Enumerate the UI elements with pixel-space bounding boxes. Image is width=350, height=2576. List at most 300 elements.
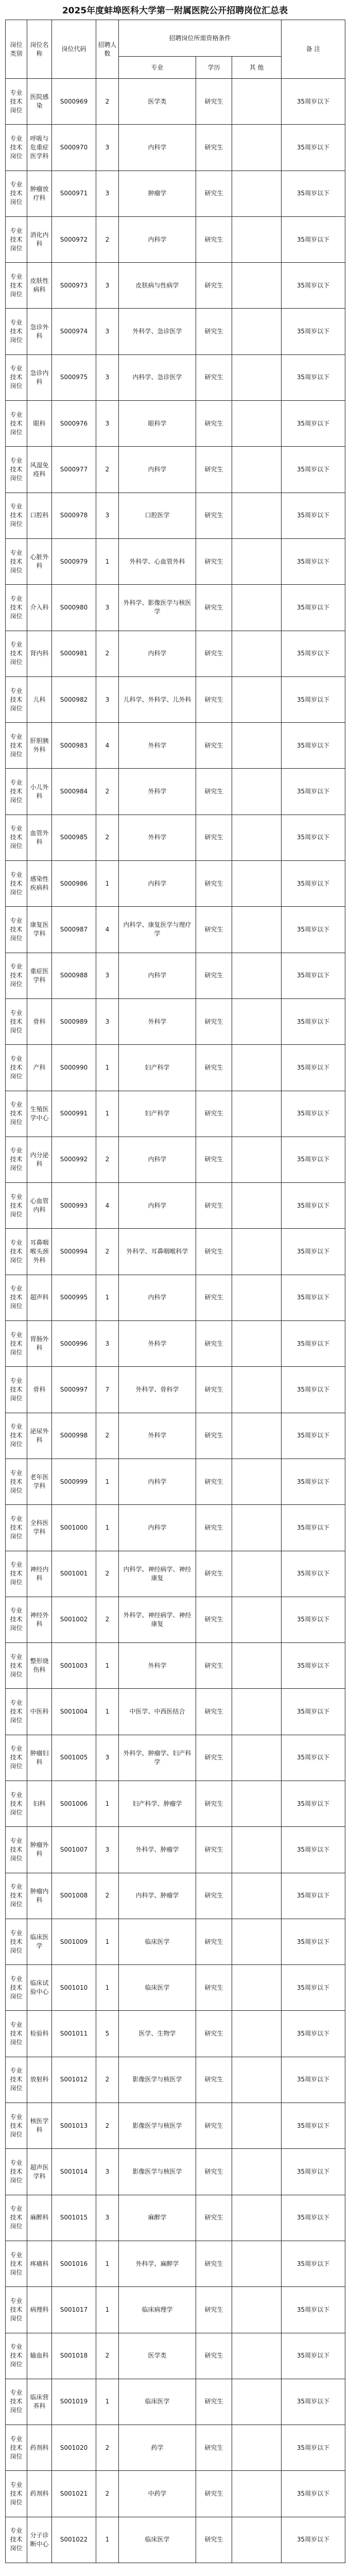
cell-count: 2 xyxy=(96,1137,119,1182)
cell-post: 病理科 xyxy=(27,2287,52,2333)
cell-category: 专业技术岗位 xyxy=(6,1183,27,1229)
cell-count: 1 xyxy=(96,2241,119,2286)
cell-category: 专业技术岗位 xyxy=(6,998,27,1044)
cell-major: 儿科学、外科学、儿外科 xyxy=(119,676,196,722)
cell-post: 临床医学 xyxy=(27,1919,52,1964)
cell-remark: 35周岁以下 xyxy=(282,171,345,216)
table-row xyxy=(6,354,345,400)
cell-remark: 35周岁以下 xyxy=(282,401,345,447)
cell-count: 1 xyxy=(96,1781,119,1826)
cell-other xyxy=(232,2057,282,2103)
cell-count: 2 xyxy=(96,1597,119,1642)
cell-post: 分子诊断中心 xyxy=(27,2517,52,2563)
cell-count: 3 xyxy=(96,171,119,216)
cell-category: 专业技术岗位 xyxy=(6,1643,27,1689)
table-row xyxy=(6,1321,345,1367)
table-row xyxy=(6,263,345,309)
cell-code: S000981 xyxy=(52,631,96,676)
cell-other xyxy=(232,1091,282,1137)
cell-code: S001012 xyxy=(52,2057,96,2103)
cell-post: 超声科 xyxy=(27,1275,52,1320)
cell-other xyxy=(232,1873,282,1919)
cell-code: S001005 xyxy=(52,1735,96,1781)
cell-code: S000996 xyxy=(52,1321,96,1367)
table-row xyxy=(6,2379,345,2425)
table-row xyxy=(6,2425,345,2471)
cell-code: S001016 xyxy=(52,2241,96,2286)
cell-code: S000973 xyxy=(52,263,96,309)
cell-category: 专业技术岗位 xyxy=(6,309,27,354)
cell-code: S000980 xyxy=(52,585,96,631)
cell-post: 康复医学科 xyxy=(27,907,52,953)
cell-post: 药剂科 xyxy=(27,2425,52,2471)
cell-degree: 研究生 xyxy=(196,2471,232,2517)
cell-post: 感染性疾病科 xyxy=(27,861,52,907)
cell-other xyxy=(232,815,282,860)
table-row xyxy=(6,1735,345,1781)
cell-major: 内科学 xyxy=(119,1505,196,1551)
cell-major: 外科学 xyxy=(119,1321,196,1367)
table-row xyxy=(6,2103,345,2149)
table-row xyxy=(6,309,345,354)
cell-count: 3 xyxy=(96,2195,119,2241)
cell-major: 中医学、中西医结合 xyxy=(119,1689,196,1735)
cell-category: 专业技术岗位 xyxy=(6,401,27,447)
cell-degree: 研究生 xyxy=(196,769,232,815)
cell-degree: 研究生 xyxy=(196,631,232,676)
header-major: 专业 xyxy=(119,57,196,79)
cell-count: 3 xyxy=(96,401,119,447)
table-row xyxy=(6,401,345,447)
cell-code: S001017 xyxy=(52,2287,96,2333)
cell-post: 麻醉科 xyxy=(27,2195,52,2241)
cell-code: S000979 xyxy=(52,538,96,584)
cell-major: 临床医学 xyxy=(119,2379,196,2425)
cell-remark: 35周岁以下 xyxy=(282,2241,345,2286)
cell-post: 肝胆胰外科 xyxy=(27,723,52,769)
cell-count: 1 xyxy=(96,538,119,584)
cell-other xyxy=(232,1597,282,1642)
cell-post: 消化内科 xyxy=(27,216,52,262)
header-degree: 学历 xyxy=(196,57,232,79)
table-row xyxy=(6,1413,345,1459)
table-row xyxy=(6,953,345,998)
cell-major: 临床医学 xyxy=(119,1965,196,2011)
cell-post: 口腔科 xyxy=(27,493,52,538)
header-post: 岗位名称 xyxy=(27,20,52,79)
cell-degree: 研究生 xyxy=(196,1965,232,2011)
cell-count: 4 xyxy=(96,1183,119,1229)
cell-major: 外科学、耳鼻咽喉科学 xyxy=(119,1229,196,1275)
cell-count: 1 xyxy=(96,2287,119,2333)
cell-count: 3 xyxy=(96,1735,119,1781)
cell-count: 3 xyxy=(96,354,119,400)
cell-remark: 35周岁以下 xyxy=(282,907,345,953)
cell-code: S000983 xyxy=(52,723,96,769)
cell-post: 儿科 xyxy=(27,676,52,722)
cell-category: 专业技术岗位 xyxy=(6,354,27,400)
cell-post: 疼痛科 xyxy=(27,2241,52,2286)
cell-remark: 35周岁以下 xyxy=(282,1643,345,1689)
cell-other xyxy=(232,998,282,1044)
cell-code: S000974 xyxy=(52,309,96,354)
cell-other xyxy=(232,2287,282,2333)
cell-category: 专业技术岗位 xyxy=(6,216,27,262)
cell-degree: 研究生 xyxy=(196,354,232,400)
cell-other xyxy=(232,1965,282,2011)
table-row xyxy=(6,1183,345,1229)
cell-post: 风湿免疫科 xyxy=(27,447,52,493)
cell-degree: 研究生 xyxy=(196,1919,232,1964)
cell-other xyxy=(232,493,282,538)
cell-code: S001010 xyxy=(52,1965,96,2011)
cell-major: 内科学、急诊医学 xyxy=(119,354,196,400)
cell-code: S000975 xyxy=(52,354,96,400)
cell-count: 1 xyxy=(96,1643,119,1689)
cell-remark: 35周岁以下 xyxy=(282,1597,345,1642)
cell-other xyxy=(232,1413,282,1459)
cell-category: 专业技术岗位 xyxy=(6,1091,27,1137)
cell-count: 2 xyxy=(96,631,119,676)
cell-post: 泌尿外科 xyxy=(27,1413,52,1459)
cell-remark: 35周岁以下 xyxy=(282,1735,345,1781)
cell-major: 医学类 xyxy=(119,79,196,125)
cell-code: S001009 xyxy=(52,1919,96,1964)
cell-code: S000977 xyxy=(52,447,96,493)
cell-category: 专业技术岗位 xyxy=(6,1827,27,1873)
cell-post: 肿瘤妇科 xyxy=(27,1735,52,1781)
cell-category: 专业技术岗位 xyxy=(6,1413,27,1459)
cell-degree: 研究生 xyxy=(196,125,232,171)
cell-category: 专业技术岗位 xyxy=(6,2241,27,2286)
cell-category: 专业技术岗位 xyxy=(6,447,27,493)
cell-degree: 研究生 xyxy=(196,585,232,631)
cell-post: 眼科 xyxy=(27,401,52,447)
cell-degree: 研究生 xyxy=(196,1873,232,1919)
table-row xyxy=(6,1045,345,1091)
cell-degree: 研究生 xyxy=(196,447,232,493)
cell-other xyxy=(232,1321,282,1367)
cell-degree: 研究生 xyxy=(196,1643,232,1689)
cell-count: 1 xyxy=(96,1091,119,1137)
table-row xyxy=(6,815,345,860)
cell-count: 3 xyxy=(96,1321,119,1367)
cell-category: 专业技术岗位 xyxy=(6,125,27,171)
table-row xyxy=(6,538,345,584)
cell-code: S000993 xyxy=(52,1183,96,1229)
cell-category: 专业技术岗位 xyxy=(6,815,27,860)
cell-count: 2 xyxy=(96,1229,119,1275)
cell-degree: 研究生 xyxy=(196,1689,232,1735)
cell-post: 介入科 xyxy=(27,585,52,631)
table-row xyxy=(6,1229,345,1275)
cell-degree: 研究生 xyxy=(196,401,232,447)
cell-category: 专业技术岗位 xyxy=(6,1045,27,1091)
cell-post: 呼吸与危重症医学科 xyxy=(27,125,52,171)
cell-major: 妇产科学 xyxy=(119,1045,196,1091)
cell-count: 3 xyxy=(96,1827,119,1873)
cell-post: 整形烧伤科 xyxy=(27,1643,52,1689)
cell-code: S001004 xyxy=(52,1689,96,1735)
cell-other xyxy=(232,631,282,676)
cell-count: 3 xyxy=(96,125,119,171)
cell-count: 3 xyxy=(96,2149,119,2195)
cell-other xyxy=(232,2471,282,2517)
cell-major: 内科学 xyxy=(119,1459,196,1504)
cell-remark: 35周岁以下 xyxy=(282,2103,345,2149)
cell-count: 2 xyxy=(96,1873,119,1919)
cell-other xyxy=(232,125,282,171)
cell-remark: 35周岁以下 xyxy=(282,1367,345,1413)
cell-degree: 研究生 xyxy=(196,2195,232,2241)
table-row xyxy=(6,1689,345,1735)
cell-remark: 35周岁以下 xyxy=(282,2287,345,2333)
cell-category: 专业技术岗位 xyxy=(6,861,27,907)
cell-code: S001008 xyxy=(52,1873,96,1919)
cell-post: 超声医学科 xyxy=(27,2149,52,2195)
header-code: 岗位代码 xyxy=(52,20,96,79)
cell-remark: 35周岁以下 xyxy=(282,2425,345,2471)
cell-degree: 研究生 xyxy=(196,493,232,538)
cell-degree: 研究生 xyxy=(196,2011,232,2057)
cell-other xyxy=(232,1781,282,1826)
cell-remark: 35周岁以下 xyxy=(282,447,345,493)
cell-other xyxy=(232,309,282,354)
header-other: 其 他 xyxy=(232,57,282,79)
cell-degree: 研究生 xyxy=(196,1413,232,1459)
cell-major: 外科学 xyxy=(119,1413,196,1459)
cell-code: S000994 xyxy=(52,1229,96,1275)
cell-remark: 35周岁以下 xyxy=(282,2379,345,2425)
table-row xyxy=(6,2241,345,2286)
cell-major: 外科学、肿瘤学 xyxy=(119,1827,196,1873)
cell-major: 内科学 xyxy=(119,216,196,262)
cell-post: 小儿外科 xyxy=(27,769,52,815)
cell-degree: 研究生 xyxy=(196,2287,232,2333)
cell-remark: 35周岁以下 xyxy=(282,1827,345,1873)
cell-count: 1 xyxy=(96,2517,119,2563)
cell-remark: 35周岁以下 xyxy=(282,769,345,815)
cell-code: S001011 xyxy=(52,2011,96,2057)
cell-remark: 35周岁以下 xyxy=(282,676,345,722)
cell-major: 医学类 xyxy=(119,2333,196,2379)
cell-degree: 研究生 xyxy=(196,1229,232,1275)
cell-remark: 35周岁以下 xyxy=(282,815,345,860)
cell-code: S000984 xyxy=(52,769,96,815)
cell-code: S000997 xyxy=(52,1367,96,1413)
cell-remark: 35周岁以下 xyxy=(282,309,345,354)
cell-other xyxy=(232,1551,282,1597)
cell-other xyxy=(232,953,282,998)
cell-post: 心血管内科 xyxy=(27,1183,52,1229)
table-row xyxy=(6,907,345,953)
table-row xyxy=(6,1137,345,1182)
table-row xyxy=(6,1367,345,1413)
cell-category: 专业技术岗位 xyxy=(6,2517,27,2563)
cell-remark: 35周岁以下 xyxy=(282,998,345,1044)
cell-count: 3 xyxy=(96,953,119,998)
cell-degree: 研究生 xyxy=(196,263,232,309)
cell-degree: 研究生 xyxy=(196,2379,232,2425)
cell-count: 2 xyxy=(96,2471,119,2517)
cell-major: 影像医学与核医学 xyxy=(119,2057,196,2103)
cell-category: 专业技术岗位 xyxy=(6,538,27,584)
cell-other xyxy=(232,216,282,262)
cell-major: 内科学 xyxy=(119,1275,196,1320)
cell-post: 急诊外科 xyxy=(27,309,52,354)
cell-category: 专业技术岗位 xyxy=(6,585,27,631)
cell-remark: 35周岁以下 xyxy=(282,1689,345,1735)
cell-degree: 研究生 xyxy=(196,723,232,769)
cell-post: 检验科 xyxy=(27,2011,52,2057)
cell-code: S001001 xyxy=(52,1551,96,1597)
cell-category: 专业技术岗位 xyxy=(6,1229,27,1275)
cell-degree: 研究生 xyxy=(196,1551,232,1597)
cell-degree: 研究生 xyxy=(196,2103,232,2149)
table-row xyxy=(6,723,345,769)
cell-code: S001013 xyxy=(52,2103,96,2149)
cell-count: 2 xyxy=(96,447,119,493)
cell-post: 耳鼻咽喉头颈外科 xyxy=(27,1229,52,1275)
cell-major: 影像医学与核医学 xyxy=(119,2149,196,2195)
cell-major: 影像医学与核医学 xyxy=(119,2103,196,2149)
cell-degree: 研究生 xyxy=(196,907,232,953)
positions-table xyxy=(5,20,345,2563)
cell-code: S000987 xyxy=(52,907,96,953)
cell-major: 外科学 xyxy=(119,1643,196,1689)
cell-major: 内科学、神经病学、神经康复 xyxy=(119,1551,196,1597)
cell-degree: 研究生 xyxy=(196,171,232,216)
cell-degree: 研究生 xyxy=(196,1781,232,1826)
cell-other xyxy=(232,1459,282,1504)
cell-remark: 35周岁以下 xyxy=(282,2057,345,2103)
cell-code: S000988 xyxy=(52,953,96,998)
cell-category: 专业技术岗位 xyxy=(6,907,27,953)
cell-category: 专业技术岗位 xyxy=(6,1505,27,1551)
cell-code: S001015 xyxy=(52,2195,96,2241)
cell-code: S001022 xyxy=(52,2517,96,2563)
cell-other xyxy=(232,1367,282,1413)
cell-remark: 35周岁以下 xyxy=(282,1551,345,1597)
cell-major: 内科学 xyxy=(119,1183,196,1229)
cell-remark: 35周岁以下 xyxy=(282,538,345,584)
table-row xyxy=(6,1873,345,1919)
cell-other xyxy=(232,1505,282,1551)
cell-post: 骨科 xyxy=(27,1367,52,1413)
cell-degree: 研究生 xyxy=(196,2241,232,2286)
cell-category: 专业技术岗位 xyxy=(6,1689,27,1735)
cell-category: 专业技术岗位 xyxy=(6,493,27,538)
cell-post: 放射科 xyxy=(27,2057,52,2103)
cell-code: S001007 xyxy=(52,1827,96,1873)
cell-category: 专业技术岗位 xyxy=(6,171,27,216)
cell-other xyxy=(232,585,282,631)
cell-remark: 35周岁以下 xyxy=(282,2149,345,2195)
cell-major: 麻醉学 xyxy=(119,2195,196,2241)
cell-major: 外科学 xyxy=(119,815,196,860)
cell-category: 专业技术岗位 xyxy=(6,631,27,676)
cell-major: 内科学 xyxy=(119,447,196,493)
cell-major: 内科学 xyxy=(119,1137,196,1182)
cell-remark: 35周岁以下 xyxy=(282,263,345,309)
cell-remark: 35周岁以下 xyxy=(282,1413,345,1459)
table-row xyxy=(6,998,345,1044)
table-row xyxy=(6,2517,345,2563)
cell-count: 1 xyxy=(96,2379,119,2425)
cell-other xyxy=(232,1183,282,1229)
cell-count: 2 xyxy=(96,79,119,125)
table-row xyxy=(6,2287,345,2333)
cell-category: 专业技术岗位 xyxy=(6,2149,27,2195)
cell-remark: 35周岁以下 xyxy=(282,216,345,262)
cell-major: 临床医学 xyxy=(119,1919,196,1964)
cell-code: S001002 xyxy=(52,1597,96,1642)
cell-code: S000999 xyxy=(52,1459,96,1504)
table-row xyxy=(6,2195,345,2241)
cell-other xyxy=(232,907,282,953)
cell-remark: 35周岁以下 xyxy=(282,1275,345,1320)
cell-count: 3 xyxy=(96,998,119,1044)
cell-category: 专业技术岗位 xyxy=(6,2333,27,2379)
cell-degree: 研究生 xyxy=(196,1505,232,1551)
cell-other xyxy=(232,354,282,400)
cell-category: 专业技术岗位 xyxy=(6,953,27,998)
cell-major: 外科学、骨科学 xyxy=(119,1367,196,1413)
cell-code: S000972 xyxy=(52,216,96,262)
cell-degree: 研究生 xyxy=(196,1045,232,1091)
cell-remark: 35周岁以下 xyxy=(282,1459,345,1504)
cell-degree: 研究生 xyxy=(196,216,232,262)
cell-category: 专业技术岗位 xyxy=(6,2011,27,2057)
table-row xyxy=(6,216,345,262)
cell-remark: 35周岁以下 xyxy=(282,1045,345,1091)
cell-count: 5 xyxy=(96,2011,119,2057)
cell-degree: 研究生 xyxy=(196,998,232,1044)
cell-post: 皮肤性病科 xyxy=(27,263,52,309)
table-row xyxy=(6,125,345,171)
cell-remark: 35周岁以下 xyxy=(282,953,345,998)
table-row xyxy=(6,1459,345,1504)
cell-degree: 研究生 xyxy=(196,953,232,998)
table-row xyxy=(6,2057,345,2103)
cell-count: 4 xyxy=(96,723,119,769)
table-row xyxy=(6,2149,345,2195)
cell-remark: 35周岁以下 xyxy=(282,631,345,676)
table-row xyxy=(6,171,345,216)
cell-degree: 研究生 xyxy=(196,309,232,354)
header-category: 岗位类别 xyxy=(6,20,27,79)
cell-category: 专业技术岗位 xyxy=(6,1275,27,1320)
cell-remark: 35周岁以下 xyxy=(282,2333,345,2379)
table-row xyxy=(6,79,345,125)
cell-degree: 研究生 xyxy=(196,1183,232,1229)
cell-other xyxy=(232,2425,282,2471)
table-row xyxy=(6,1597,345,1642)
cell-post: 老年医学科 xyxy=(27,1459,52,1504)
cell-post: 核医学科 xyxy=(27,2103,52,2149)
cell-count: 2 xyxy=(96,769,119,815)
table-row xyxy=(6,1091,345,1137)
cell-count: 2 xyxy=(96,2333,119,2379)
cell-post: 生殖医学中心 xyxy=(27,1091,52,1137)
cell-other xyxy=(232,79,282,125)
cell-count: 2 xyxy=(96,815,119,860)
cell-degree: 研究生 xyxy=(196,2333,232,2379)
cell-post: 神经内科 xyxy=(27,1551,52,1597)
cell-degree: 研究生 xyxy=(196,861,232,907)
cell-major: 外科学 xyxy=(119,769,196,815)
cell-major: 内科学、康复医学与理疗学 xyxy=(119,907,196,953)
